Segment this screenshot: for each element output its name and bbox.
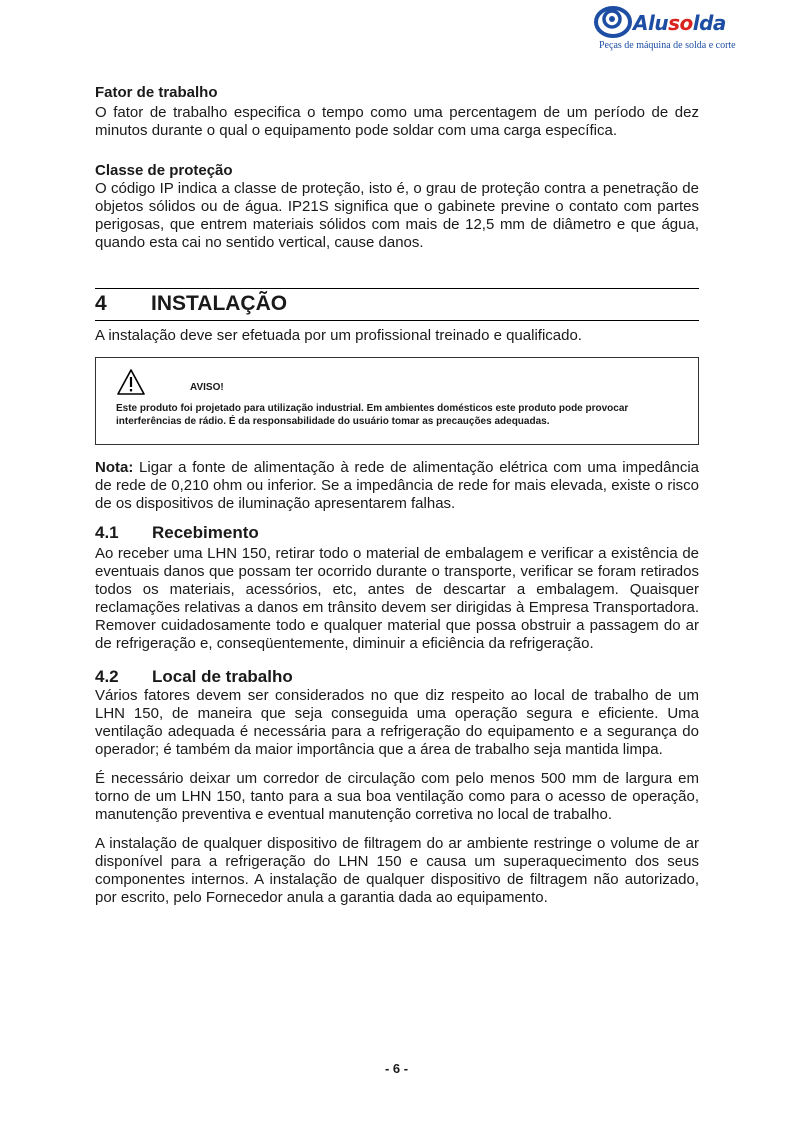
subsection-4-2-heading — [95, 667, 699, 687]
note-paragraph — [95, 459, 699, 513]
local-paragraph-1: Vários fatores devem ser considerados no que diz respeito ao local de trabalho de um LHN 150, de maneira que seja conseguida uma operação segura e eficiente. Uma ventilação adequada é necessária para a refrigeração do equipamento e a segurança do operador; é também da maior importância que a área de trabalho seja mantida limpa. — [95, 687, 699, 758]
page-content — [95, 84, 699, 907]
logo-wordmark: Alusolda — [633, 11, 726, 35]
logo-swirl-icon — [593, 4, 633, 40]
local-paragraph-2: É necessário deixar um corredor de circulação com pelo menos 500 mm de largura em torno de um LHN 150, tanto para a sua boa ventilação como para o acesso de operação, manutenção preventiva e eventual manutenção corretiva no local de trabalho. — [95, 770, 699, 823]
recebimento-paragraph: Ao receber uma LHN 150, retirar todo o material de embalagem e verificar a existência de eventuais danos que possam ter ocorrido durante o transporte, verificar se foram retirados todos os materiais, acessórios, etc, antes de descartar a embalagem. Quaisquer reclamações relativas a danos em trânsito devem ser dirigidas à Empresa Transportadora. Remover cuidadosamente todo e qualquer material que possa obstruir a passagem do ar de refrigeração e, conseqüentemente, diminuir a eficiência da refrigeração. — [95, 545, 699, 652]
page-number: - 6 - — [384, 1061, 409, 1076]
warning-label: AVISO! — [190, 381, 224, 393]
brand-logo — [593, 4, 736, 54]
classe-heading: Classe de proteção — [95, 162, 233, 179]
fator-paragraph: O fator de trabalho especifica o tempo como uma percentagem de um período de dez minutos durante o qual o equipamento pode soldar com uma carga específica. — [95, 104, 699, 139]
subsection-4-1-heading — [95, 523, 699, 543]
section-4-heading — [95, 289, 699, 321]
note-label: Nota: — [95, 459, 134, 476]
subsection-title: Local de trabalho — [152, 667, 293, 686]
warning-triangle-icon — [116, 368, 146, 396]
section-4-intro: A instalação deve ser efetuada por um profissional treinado e qualificado. — [95, 327, 582, 344]
subsection-number: 4.1 — [95, 523, 119, 542]
subsection-title: Recebimento — [152, 523, 259, 542]
classe-paragraph: O código IP indica a classe de proteção, isto é, o grau de proteção contra a penetração de objetos sólidos ou de água. IP21S significa que o gabinete previne o contato com partes perigosas, que entrem materiais sólidos com mais de 12,5 mm de diâmetro e que água, quando esta cai no sentido vertical, cause danos. — [95, 180, 699, 251]
fator-heading: Fator de trabalho — [95, 84, 218, 101]
logo-tagline: Peças de máquina de solda e corte — [599, 40, 736, 51]
warning-box — [95, 357, 699, 445]
section-number: 4 — [95, 292, 107, 315]
local-paragraph-3: A instalação de qualquer dispositivo de filtragem do ar ambiente restringe o volume de ar disponível para a refrigeração do LHN 150 e causa um superaquecimento dos seus componentes internos. A instalação de qualquer dispositivo de filtragem não autorizado, por escrito, pelo Fornecedor anula a garantia dada ao equipamento. — [95, 835, 699, 906]
section-title: INSTALAÇÃO — [151, 292, 288, 315]
warning-text: Este produto foi projetado para utilização industrial. Em ambientes domésticos este produto pode provocar interferências de rádio. É da responsabilidade do usuário tomar as precauções adequadas. — [116, 403, 629, 427]
subsection-number: 4.2 — [95, 667, 119, 686]
note-text: Ligar a fonte de alimentação à rede de alimentação elétrica com uma impedância de rede de 0,210 ohm ou inferior. Se a impedância de rede for mais elevada, existe o risco de os dispositivos de iluminação apresentarem falhas. — [95, 459, 699, 512]
